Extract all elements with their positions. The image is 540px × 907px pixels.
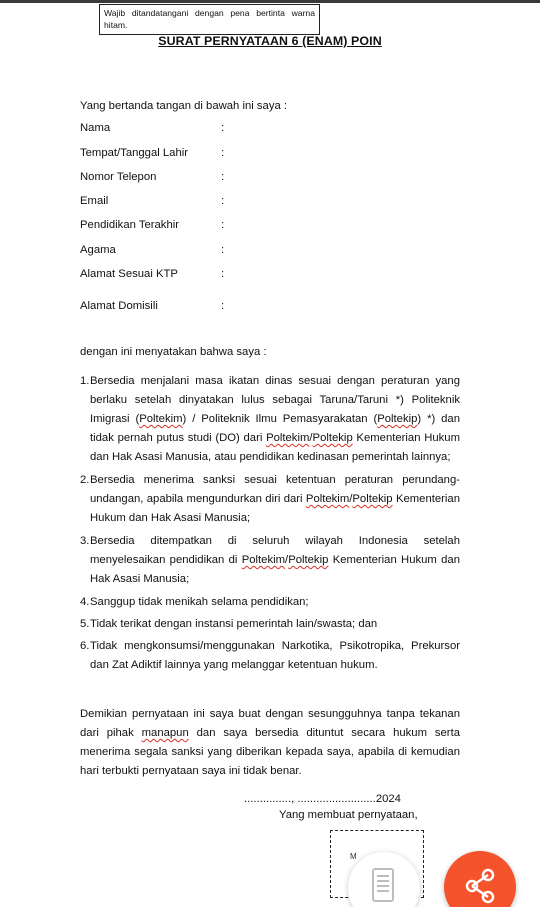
stamp-label: M: [350, 852, 357, 861]
field-colon: :: [221, 122, 225, 134]
signature-notice-box: Wajib ditandatangani dengan pena bertinta warna hitam.: [99, 4, 320, 35]
list-item-number: 1.: [80, 375, 90, 387]
list-item-number: 4.: [80, 596, 90, 608]
share-icon: [462, 867, 498, 905]
list-item-text: Bersedia menjalani masa ikatan dinas sesuai dengan peraturan yang berlaku setelah dinyatakan lulus sebagai Taruna/Taruni *) Politeknik Imigrasi (Poltekim) / Politeknik Ilmu Pemasyarakatan (Poltekip) *) dan tidak pernah putus studi (DO) dari Poltekim/Poltekip Kementerian Hukum dan Hak Asasi Manusia, atau pendidikan kedinasan pemerintah lainnya;: [90, 375, 460, 463]
document-icon: [372, 868, 394, 902]
signer-label: Yang membuat pernyataan,: [279, 809, 418, 821]
list-item-number: 5.: [80, 618, 90, 630]
field-colon: :: [221, 171, 225, 183]
field-colon: :: [221, 219, 225, 231]
field-label: Alamat Domisili: [80, 300, 158, 312]
declaration-text: dengan ini menyatakan bahwa saya :: [80, 346, 267, 358]
list-item-text: Bersedia menerima sanksi sesuai ketentuan peraturan perundang-undangan, apabila mengundurkan diri dari Poltekim/Poltekip Kementerian Hukum dan Hak Asasi Manusia;: [90, 474, 460, 524]
field-label: Email: [80, 195, 109, 207]
list-item-number: 6.: [80, 640, 90, 652]
field-label: Nama: [80, 122, 111, 134]
top-status-bar: [0, 0, 540, 3]
date-line: ..............., .........................2024: [244, 793, 401, 805]
closing-paragraph: Demikian pernyataan ini saya buat dengan sesungguhnya tanpa tekanan dari pihak manapun dan saya bersedia dituntut secara hukum serta menerima segala sanksi yang diberikan kepada saya, apabila di kemudian hari terbukti pernyataan saya ini tidak benar.: [80, 708, 460, 777]
list-item-text: Bersedia ditempatkan di seluruh wilayah Indonesia setelah menyelesaikan pendidikan di Poltekim/Poltekip Kementerian Hukum dan Hak Asasi Manusia;: [90, 535, 460, 585]
list-item: [80, 637, 460, 675]
share-fab-button[interactable]: [444, 851, 516, 907]
list-item: [80, 532, 460, 589]
list-item: [80, 372, 460, 467]
list-item: [80, 615, 460, 634]
document-title: SURAT PERNYATAAN 6 (ENAM) POIN: [158, 34, 382, 48]
field-colon: :: [221, 268, 225, 280]
intro-text: Yang bertanda tangan di bawah ini saya :: [80, 100, 288, 112]
field-label: Alamat Sesuai KTP: [80, 268, 178, 280]
field-colon: :: [221, 300, 225, 312]
list-item-text: Tidak terikat dengan instansi pemerintah lain/swasta; dan: [90, 618, 378, 630]
list-item: [80, 593, 460, 612]
field-label: Pendidikan Terakhir: [80, 219, 180, 231]
list-item-text: Tidak mengkonsumsi/menggunakan Narkotika, Psikotropika, Prekursor dan Zat Adiktif lainnya yang melanggar ketentuan hukum.: [90, 640, 460, 671]
field-colon: :: [221, 195, 225, 207]
field-label: Agama: [80, 244, 116, 256]
field-label: Tempat/Tanggal Lahir: [80, 147, 189, 159]
list-item-number: 2.: [80, 474, 90, 486]
field-colon: :: [221, 147, 225, 159]
list-item-text: Sanggup tidak menikah selama pendidikan;: [90, 596, 309, 608]
field-label: Nomor Telepon: [80, 171, 157, 183]
declaration-list: [80, 372, 460, 675]
list-item: [80, 471, 460, 528]
list-item-number: 3.: [80, 535, 90, 547]
field-colon: :: [221, 244, 225, 256]
